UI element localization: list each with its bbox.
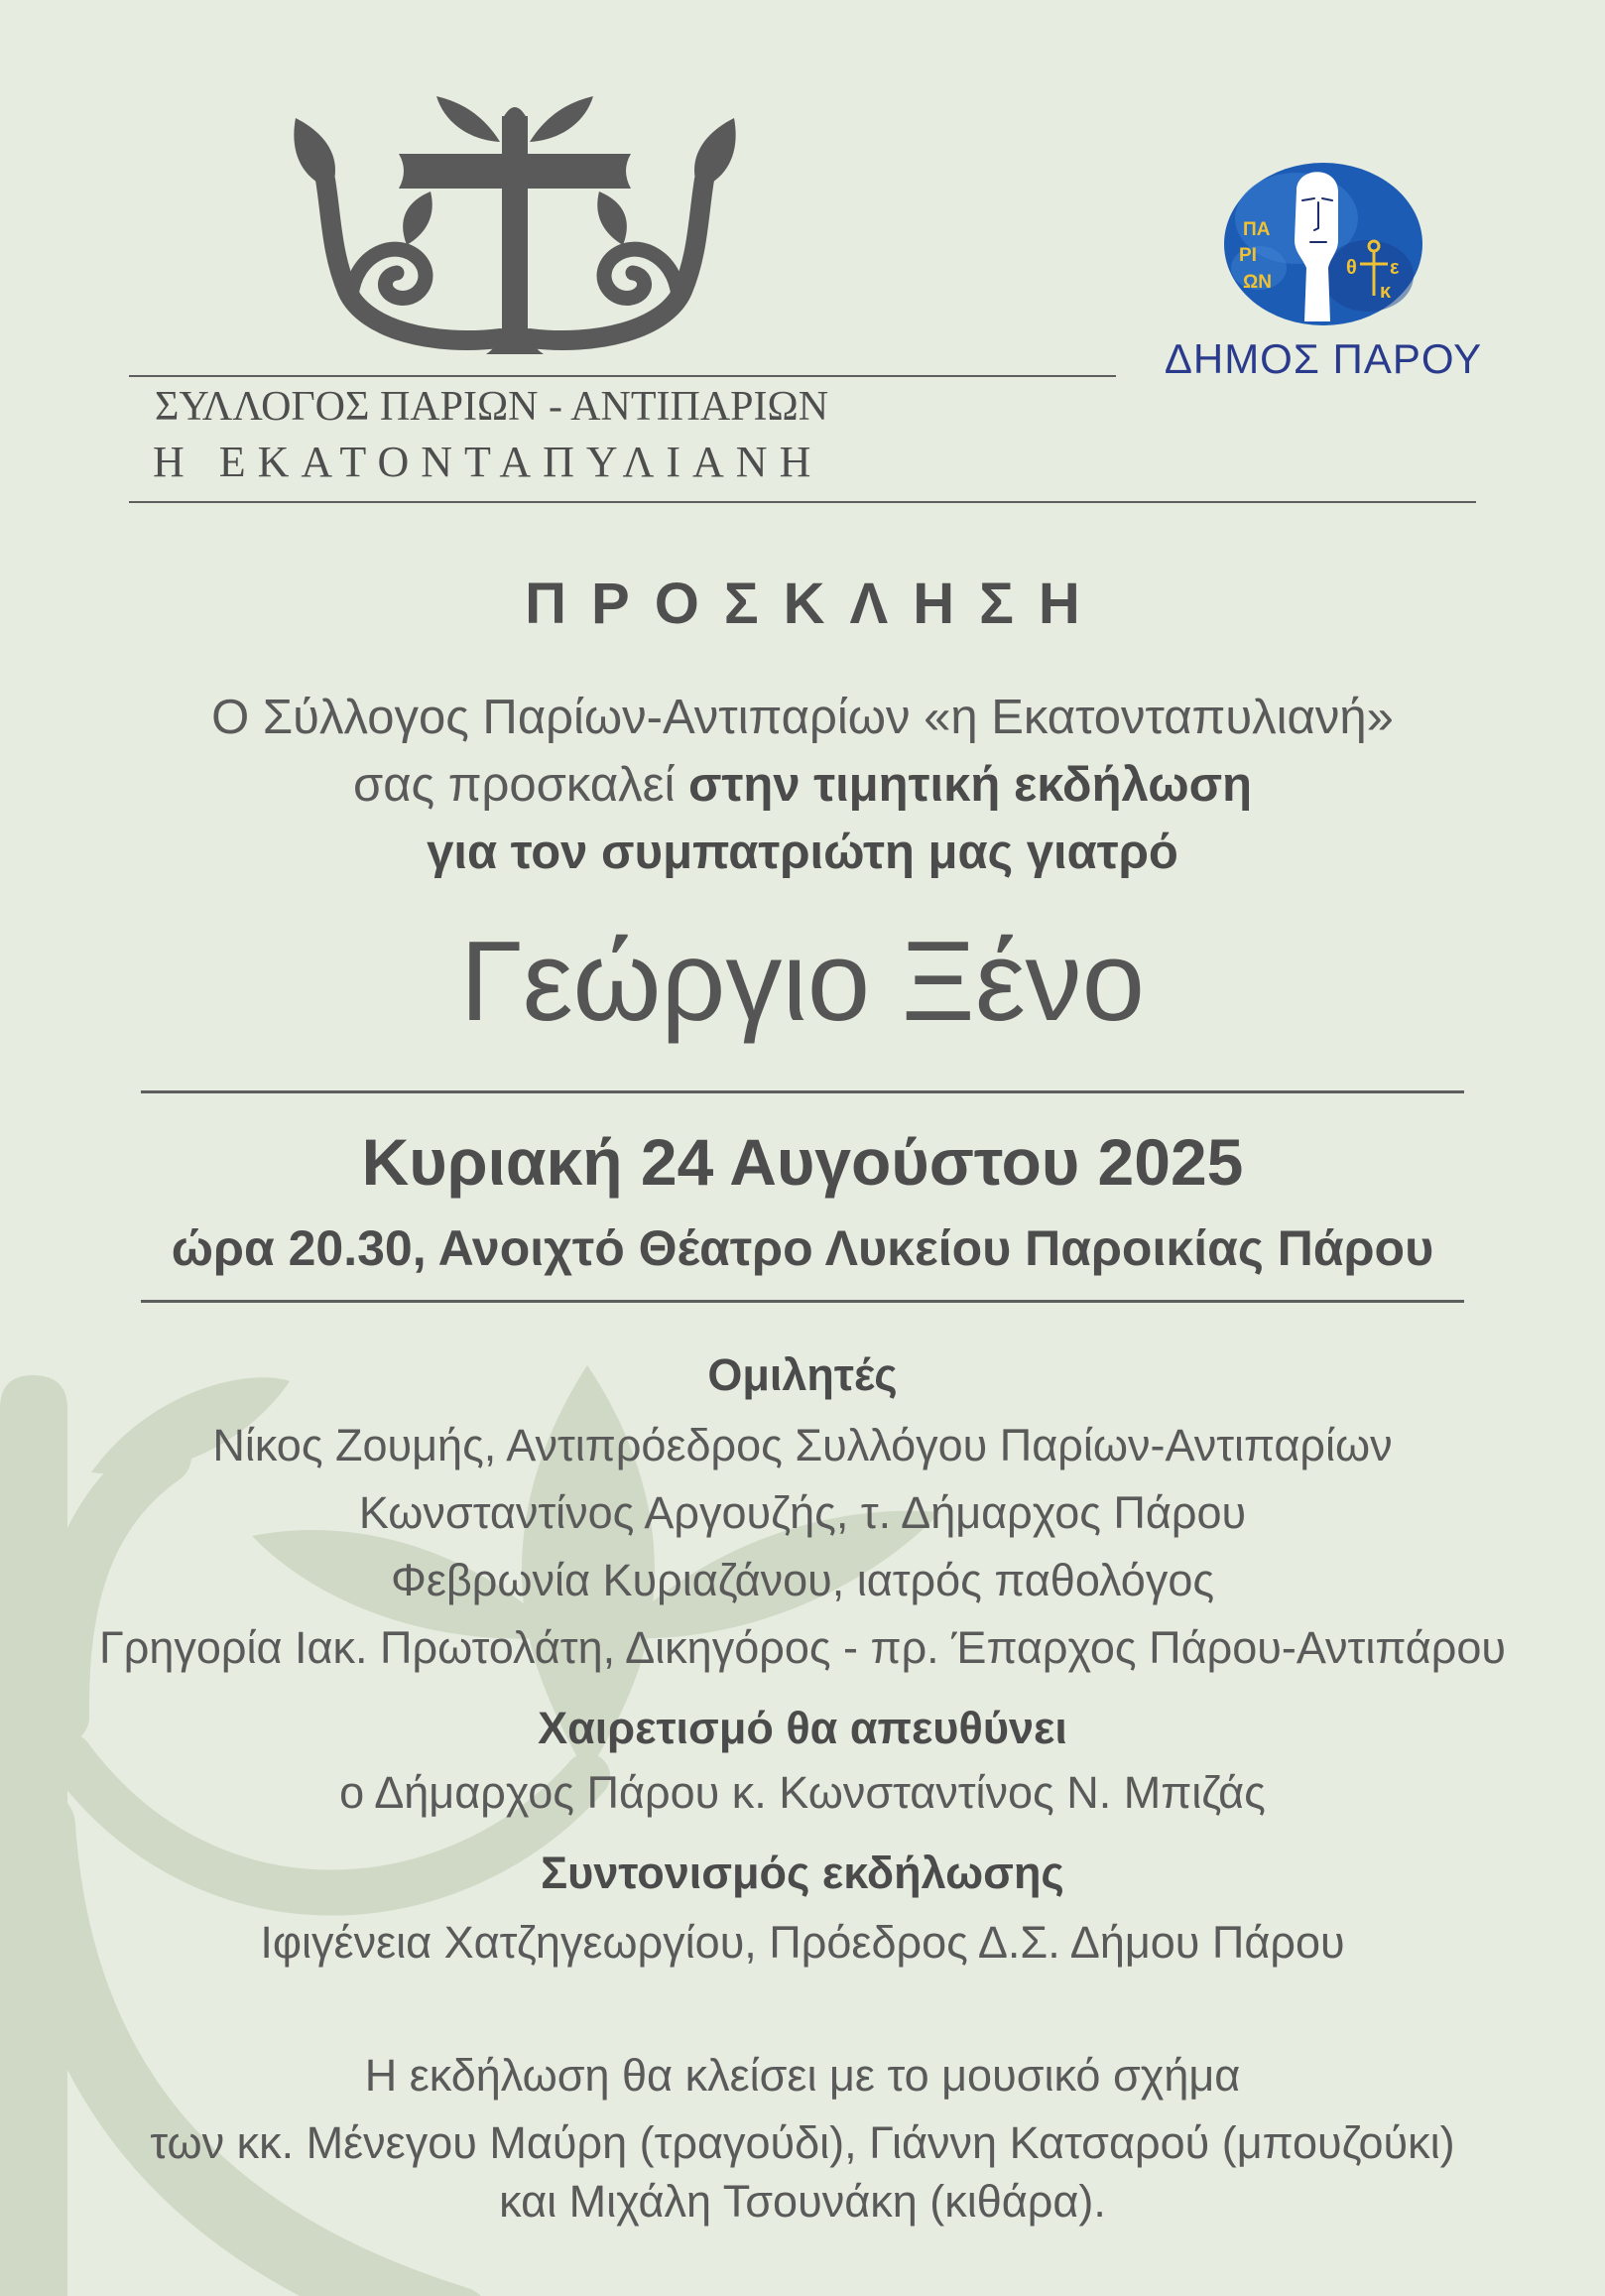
event-date: Κυριακή 24 Αυγούστου 2025 [361,1125,1244,1199]
paros-face-logo-icon [1219,159,1427,329]
association-line: ΣΥΛΛΟΓΟΣ ΠΑΡΙΩΝ - ΑΝΤΙΠΑΡΙΩΝ [155,384,829,430]
intro-line-1: Ο Σύλλογος Παρίων-Αντιπαρίων «η Εκατονταπυλιανή» [211,691,1394,744]
honoree-name: Γεώργιο Ξένο [459,919,1146,1045]
emblem-left-vine [294,96,500,340]
divider-below-date [141,1300,1464,1303]
invitation-title: ΠΡΟΣΚΛΗΣΗ [525,572,1105,636]
speaker-2: Κωνσταντίνος Αργουζής, τ. Δήμαρχος Πάρου [358,1487,1247,1538]
logo-letters-ri: ΡΙ [1239,245,1257,266]
emblem-right-vine [530,96,736,340]
divider-under-emblem [129,375,1116,377]
coordinator: Ιφιγένεια Χατζηγεωργίου, Πρόεδρος Δ.Σ. Δήμου Πάρου [260,1917,1345,1968]
emblem-stem-tip [502,107,528,120]
event-time-place: ώρα 20.30, Ανοιχτό Θέατρο Λυκείου Παροικίας Πάρου [171,1220,1434,1276]
emblem-cross-stem [486,116,544,354]
emblem-crossbar [399,154,631,189]
intro-line-3: για τον συμπατριώτη μας γιατρό [427,826,1178,879]
intro-line-2-regular: σας προσκαλεί [352,758,676,812]
closing-line-2: των κκ. Μένεγου Μαύρη (τραγούδι), Γιάννη Κατσαρού (μπουζούκι) [150,2117,1455,2168]
speaker-3: Φεβρωνία Κυριαζάνου, ιατρός παθολόγος [390,1555,1215,1605]
intro-line-2 [0,756,1605,815]
logo-letter-epsilon: ε [1390,257,1400,279]
greeting-heading: Χαιρετισμό θα απευθύνει [538,1703,1067,1753]
coordination-heading: Συντονισμός εκδήλωσης [541,1848,1064,1898]
speaker-1: Νίκος Ζουμής, Αντιπρόεδρος Συλλόγου Παρίων-Αντιπαρίων [212,1420,1393,1470]
logo-letter-kappa: κ [1380,281,1392,303]
divider-above-date [141,1090,1464,1093]
logo-letters-on: ΩΝ [1243,272,1272,293]
municipality-name: ΔΗΜΟΣ ΠΑΡΟΥ [1164,335,1483,382]
intro-line-2-bold: στην τιμητική εκδήλωση [688,758,1253,812]
closing-line-1: Η εκδήλωση θα κλείσει με το μουσικό σχήμα [364,2050,1241,2101]
speakers-heading: Ομιλητές [707,1349,898,1400]
speaker-4: Γρηγορία Ιακ. Πρωτολάτη, Δικηγόρος - πρ. Έπαρχος Πάρου-Αντιπάρου [98,1622,1506,1673]
association-name: Η ΕΚΑΤΟΝΤΑΠΥΛΙΑΝΗ [153,438,823,486]
logo-letters-pa: ΠΑ [1243,219,1271,240]
greeting-speaker: ο Δήμαρχος Πάρου κ. Κωνσταντίνος Ν. Μπιζάς [339,1767,1266,1818]
logo-letter-theta: θ [1346,257,1357,279]
vine-cross-emblem-icon [286,94,744,354]
closing-line-3: και Μιχάλη Τσουνάκη (κιθάρα). [499,2176,1106,2227]
divider-under-header [129,501,1476,503]
